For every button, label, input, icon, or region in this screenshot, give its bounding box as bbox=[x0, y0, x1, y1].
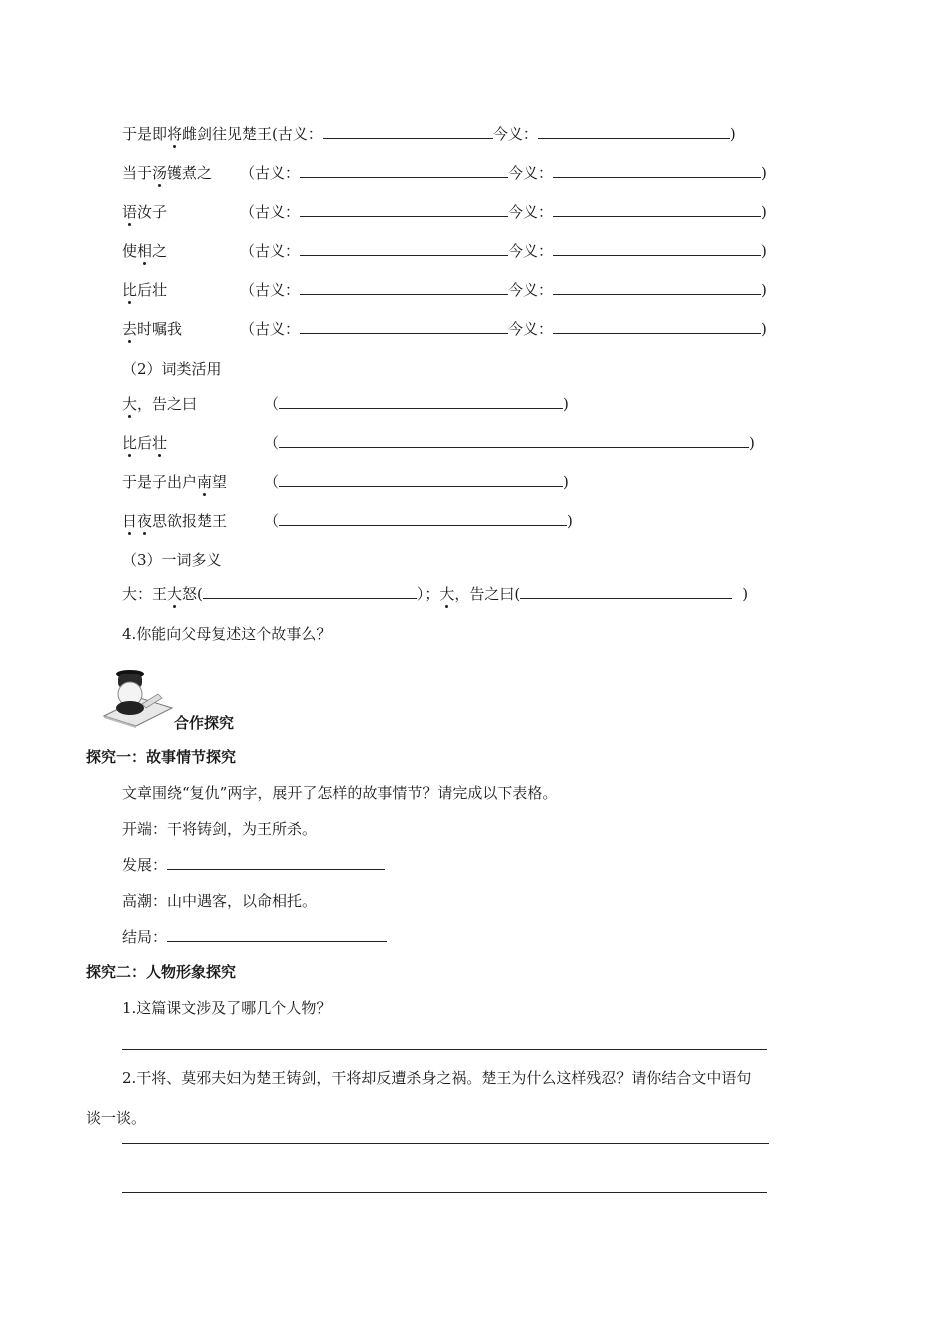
paren-close: ) bbox=[563, 395, 569, 413]
duoyi-b-blank[interactable] bbox=[520, 584, 732, 599]
jieju-label: 结局： bbox=[122, 928, 168, 946]
cilei-row-4 bbox=[122, 511, 573, 531]
duoyi-a-blank[interactable] bbox=[203, 584, 417, 599]
answer-line-1[interactable] bbox=[122, 1049, 767, 1050]
gu-blank[interactable] bbox=[300, 202, 508, 217]
paren-open: （ bbox=[264, 473, 280, 491]
vocab-phrase: 比后壮 bbox=[122, 281, 168, 299]
vocab-phrase: 于是即将雌剑往见楚王 bbox=[122, 125, 273, 143]
vocab-jin-label: 今义： bbox=[508, 242, 554, 260]
paren-close: ) bbox=[567, 512, 573, 530]
gaochao: 高潮：山中遇客，以命相托。 bbox=[122, 892, 318, 910]
paren-close: ) bbox=[761, 164, 767, 182]
vocab-row-5 bbox=[122, 280, 767, 300]
paren-open: （ bbox=[264, 512, 280, 530]
fazhan-label: 发展： bbox=[122, 856, 168, 874]
vocab-jin-label: 今义： bbox=[508, 281, 554, 299]
jin-blank[interactable] bbox=[553, 163, 761, 178]
tanjiu1-title: 探究一：故事情节探究 bbox=[86, 748, 237, 766]
vocab-phrase: 语汝子 bbox=[122, 203, 168, 221]
jieju-blank[interactable] bbox=[167, 927, 387, 942]
paren-close: ) bbox=[761, 281, 767, 299]
fazhan-row bbox=[122, 855, 385, 875]
cilei-row-2 bbox=[122, 433, 755, 453]
vocab-row-1 bbox=[122, 124, 736, 144]
tanjiu1-intro: 文章围绕“复仇”两字，展开了怎样的故事情节？请完成以下表格。 bbox=[122, 784, 558, 802]
vocab-jin-label: 今义： bbox=[508, 203, 554, 221]
vocab-gu-label: （古义： bbox=[240, 203, 301, 221]
hezuo-heading: 合作探究 bbox=[174, 714, 235, 732]
jin-blank[interactable] bbox=[553, 319, 761, 334]
paren-close: ) bbox=[563, 473, 569, 491]
cilei-phrase: 于是子出户南望 bbox=[122, 473, 228, 491]
answer-line-3[interactable] bbox=[122, 1192, 767, 1193]
vocab-gu-label: （古义： bbox=[240, 281, 301, 299]
duoyi-row bbox=[122, 584, 748, 604]
cilei-blank[interactable] bbox=[279, 511, 567, 526]
paren-close: ) bbox=[729, 125, 736, 143]
cilei-blank[interactable] bbox=[279, 433, 749, 448]
jin-blank[interactable] bbox=[553, 202, 761, 217]
tanjiu2-q2-line2: 谈一谈。 bbox=[86, 1109, 147, 1127]
vocab-row-4 bbox=[122, 241, 767, 261]
tanjiu2-title: 探究二：人物形象探究 bbox=[86, 963, 237, 981]
duoyi-a-close: ）； bbox=[416, 585, 440, 603]
section2-title: （2）词类活用 bbox=[122, 360, 222, 378]
jin-blank[interactable] bbox=[553, 280, 761, 295]
vocab-row-6 bbox=[122, 319, 767, 339]
paren-close: ) bbox=[749, 434, 755, 452]
gu-blank[interactable] bbox=[300, 319, 508, 334]
paren-close: ) bbox=[761, 320, 767, 338]
vocab-jin-label: 今义： bbox=[508, 164, 554, 182]
vocab-phrase: 使相之 bbox=[122, 242, 168, 260]
gu-blank[interactable] bbox=[300, 241, 508, 256]
paren-close: ) bbox=[761, 203, 767, 221]
vocab-phrase: 当于汤镬煮之 bbox=[122, 164, 213, 182]
cilei-phrase: 大，告之曰 bbox=[122, 395, 198, 413]
vocab-row-2 bbox=[122, 163, 767, 183]
cilei-blank[interactable] bbox=[279, 394, 563, 409]
tanjiu2-q1: 1.这篇课文涉及了哪几个人物？ bbox=[122, 999, 332, 1017]
answer-line-2[interactable] bbox=[122, 1143, 769, 1144]
gu-blank[interactable] bbox=[300, 163, 508, 178]
gu-blank[interactable] bbox=[300, 280, 508, 295]
fazhan-blank[interactable] bbox=[167, 855, 385, 870]
duoyi-b-close: ) bbox=[742, 585, 749, 603]
duoyi-b-label: 大，告之曰( bbox=[439, 585, 521, 603]
vocab-row-3 bbox=[122, 202, 767, 222]
vocab-gu-label: (古义： bbox=[272, 125, 323, 143]
vocab-gu-label: （古义： bbox=[240, 320, 301, 338]
jin-blank[interactable] bbox=[553, 241, 761, 256]
cilei-blank[interactable] bbox=[279, 472, 563, 487]
gu-blank[interactable] bbox=[323, 124, 493, 139]
vocab-jin-label: 今义： bbox=[508, 320, 554, 338]
vocab-gu-label: （古义： bbox=[240, 164, 301, 182]
paren-open: （ bbox=[264, 434, 280, 452]
paren-open: （ bbox=[264, 395, 280, 413]
kaiduan: 开端：干将铸剑，为王所杀。 bbox=[122, 820, 318, 838]
reading-figure-icon bbox=[100, 664, 176, 730]
cilei-row-1 bbox=[122, 394, 569, 414]
paren-close: ) bbox=[761, 242, 767, 260]
vocab-gu-label: （古义： bbox=[240, 242, 301, 260]
section3-title: （3）一词多义 bbox=[122, 551, 222, 569]
jin-blank[interactable] bbox=[538, 124, 730, 139]
jieju-row bbox=[122, 927, 387, 947]
vocab-jin-label: 今义： bbox=[492, 125, 538, 143]
question-4: 4.你能向父母复述这个故事么？ bbox=[122, 625, 332, 643]
cilei-phrase: 日夜思欲报楚王 bbox=[122, 512, 228, 530]
duoyi-a-label: 大：王大怒( bbox=[122, 585, 203, 603]
vocab-phrase: 去时嘱我 bbox=[122, 320, 183, 338]
cilei-row-3 bbox=[122, 472, 569, 492]
cilei-phrase: 比后壮 bbox=[122, 434, 168, 452]
tanjiu2-q2-line1: 2.干将、莫邪夫妇为楚王铸剑，干将却反遭杀身之祸。楚王为什么这样残忍？请你结合文中语句 bbox=[122, 1069, 752, 1087]
